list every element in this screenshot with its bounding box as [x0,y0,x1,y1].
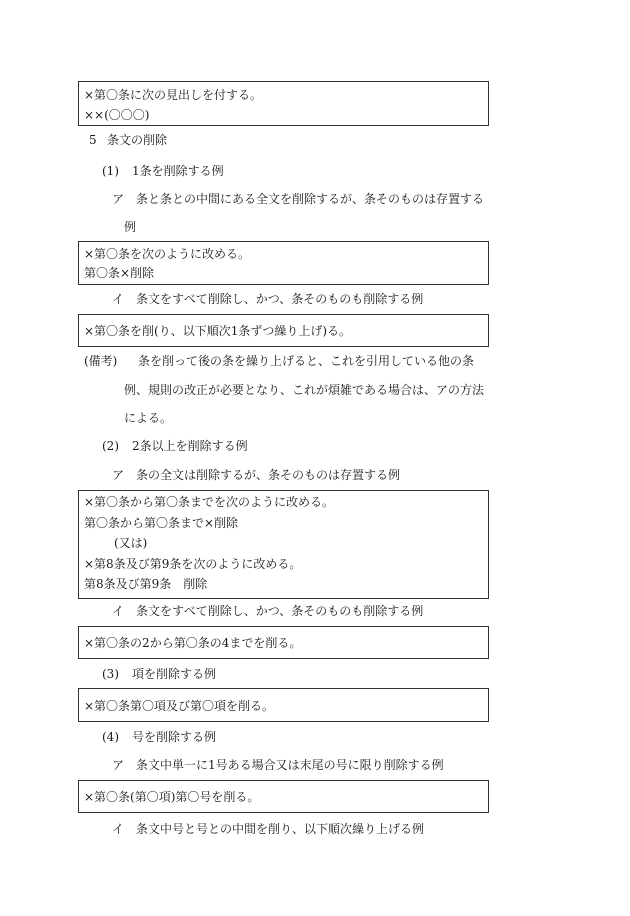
example-box-6 [78,688,489,722]
note-line: 例、規則の改正が必要となり、これが煩雑である場合は、アの方法 [124,383,485,397]
item-label: イ [112,604,125,618]
item-label: ア [112,758,125,772]
item-text: 条文中号と号との中間を削り、以下順次繰り上げる例 [136,822,425,836]
subsection-number: (4) [102,730,119,744]
example-box-2 [78,241,489,285]
example-box-5 [78,626,489,659]
example-box-4 [78,490,489,599]
subsection-title: 項を削除する例 [132,667,217,681]
note-line: 条を削って後の条を繰り上げると、これを引用している他の条 [138,354,475,368]
example-box-1 [78,81,489,126]
subsection-number: (3) [102,667,119,681]
box-line: ×第8条及び第9条を次のように改める。 [84,557,302,571]
box-line: 第8条及び第9条 削除 [84,577,208,591]
item-text: 条と条との中間にある全文を削除するが、条そのものは存置する [136,192,485,206]
box-line: ×第〇条(第〇項)第〇号を削る。 [84,790,260,804]
item-label: ア [112,468,125,482]
box-line: 第〇条から第〇条まで×削除 [84,516,239,530]
item-text: 条の全文は削除するが、条そのものは存置する例 [136,468,401,482]
box-line: ×第〇条を次のように改める。 [84,247,251,261]
box-line: ××(〇〇〇) [84,108,150,122]
box-line: 第〇条×削除 [84,266,155,280]
item-text: 条文をすべて削除し、かつ、条そのものも削除する例 [136,292,424,306]
item-text-continued: 例 [124,220,137,234]
note-label: (備考) [84,354,118,368]
subsection-title: 号を削除する例 [132,730,217,744]
subsection-number: (2) [102,439,119,453]
example-box-3 [78,314,489,347]
item-text: 条文をすべて削除し、かつ、条そのものも削除する例 [136,604,424,618]
subsection-title: 2条以上を削除する例 [132,439,248,453]
section-title: 条文の削除 [107,133,168,147]
box-line: ×第〇条に次の見出しを付する。 [84,88,263,102]
item-label: ア [112,192,125,206]
subsection-number: (1) [102,164,119,178]
example-box-7 [78,780,489,813]
note-line: による。 [124,411,173,425]
box-line: ×第〇条の2から第〇条の4までを削る。 [84,636,302,650]
box-line: ×第〇条から第〇条までを次のように改める。 [84,495,335,509]
item-text: 条文中単一に1号ある場合又は末尾の号に限り削除する例 [136,758,444,772]
item-label: イ [112,822,125,836]
box-line: ×第〇条第〇項及び第〇項を削る。 [84,699,275,713]
subsection-title: 1条を削除する例 [132,164,224,178]
box-line: ×第〇条を削(り、以下順次1条ずつ繰り上げ)る。 [84,324,352,338]
section-number: 5 [89,133,97,147]
item-label: イ [112,292,125,306]
box-line: (又は) [114,536,148,550]
